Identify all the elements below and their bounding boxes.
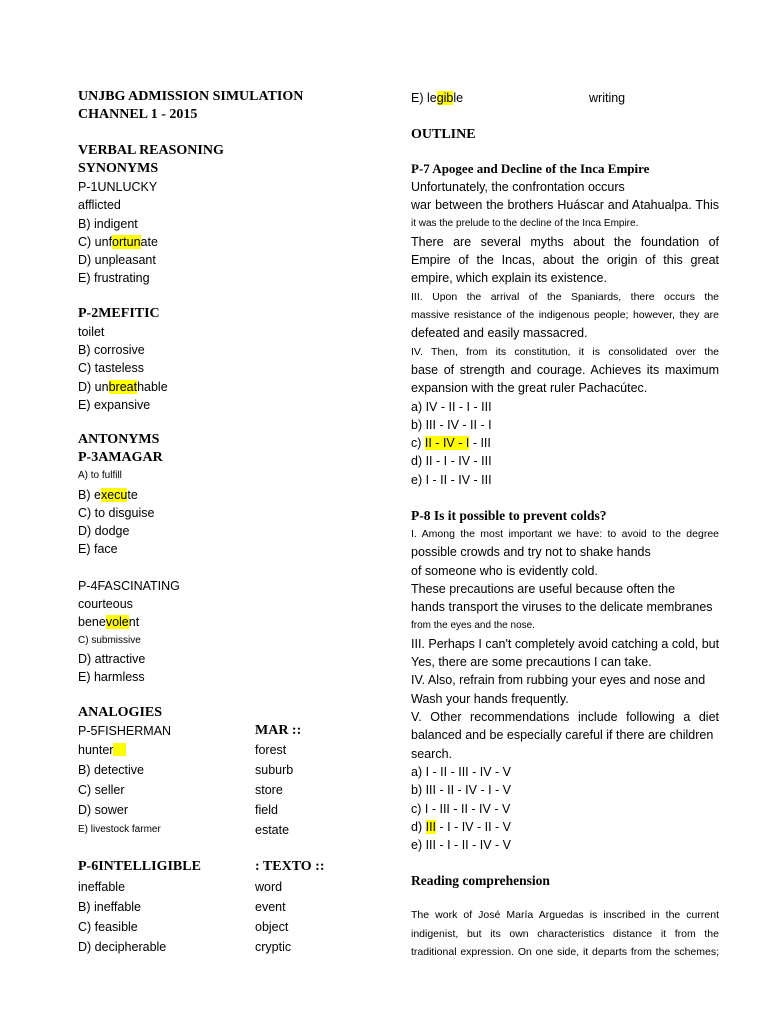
option-b: B) execute bbox=[78, 487, 138, 502]
passage-line: Wash your hands frequently. bbox=[411, 691, 569, 706]
highlight: vole bbox=[105, 615, 129, 630]
option-d: D) dodge bbox=[78, 524, 130, 539]
option-c-pair: store bbox=[255, 782, 283, 797]
passage-line: war between the brothers Huáscar and Atahualpa. This bbox=[411, 198, 719, 213]
option-c: C) unfortunate bbox=[78, 234, 158, 249]
option-b: b) III - IV - II - I bbox=[411, 417, 492, 432]
passage-line: indigenist, but its own characteristics distance it from the bbox=[411, 927, 719, 940]
question-p7-prompt: P-7 Apogee and Decline of the Inca Empire bbox=[411, 161, 650, 176]
option-e: E) frustrating bbox=[78, 271, 150, 286]
passage-line: hands transport the viruses to the delicate membranes bbox=[411, 600, 713, 615]
section-heading-verbal: VERBAL REASONING bbox=[78, 143, 224, 158]
highlight: III bbox=[425, 819, 437, 834]
passage-line: empire, which explain its existence. bbox=[411, 271, 607, 286]
option-d: d) II - I - IV - III bbox=[411, 454, 492, 469]
question-p4-prompt: P-4FASCINATING bbox=[78, 578, 180, 593]
option-e: E) livestock farmer bbox=[78, 823, 161, 835]
passage-line: IV. Then, from its constitution, it is consolidated over the bbox=[411, 345, 719, 358]
passage-line: III. Perhaps I can't completely avoid catching a cold, but bbox=[411, 636, 720, 651]
passage-line: expansion with the great ruler Pachacútec. bbox=[411, 381, 648, 396]
option-e-continued: E) legible writing bbox=[411, 89, 719, 108]
option-c-pair: object bbox=[255, 919, 289, 934]
option-c: C) submissive bbox=[78, 634, 141, 646]
option-b: benevolent bbox=[78, 615, 140, 630]
highlight: II - IV - I bbox=[424, 436, 470, 451]
option-e: e) I - II - IV - III bbox=[411, 472, 492, 487]
question-p1-prompt: P-1UNLUCKY bbox=[78, 180, 158, 194]
question-p6-pair: : TEXTO :: bbox=[255, 858, 325, 874]
passage-line: These precautions are useful because often the bbox=[411, 581, 676, 596]
option-c: C) tasteless bbox=[78, 361, 144, 376]
question-p8-prompt: P-8 Is it possible to prevent colds? bbox=[411, 508, 607, 524]
passage-line: I. Among the most important we have: to avoid to the degree bbox=[411, 528, 719, 541]
option-c: C) to disguise bbox=[78, 505, 155, 520]
passage-line: traditional expression. On one side, it departs from the schemes; bbox=[411, 945, 719, 958]
right-column bbox=[411, 89, 719, 961]
option-d: D) unbreathable bbox=[78, 379, 168, 394]
option-e-pair: writing bbox=[589, 91, 626, 105]
question-p3-prompt: P-3AMAGAR bbox=[78, 450, 163, 466]
option-b: B) indigent bbox=[78, 216, 138, 231]
passage-line: from the eyes and the nose. bbox=[411, 619, 535, 631]
passage-line: of someone who is evidently cold. bbox=[411, 563, 598, 578]
option-c: C) seller bbox=[78, 782, 125, 797]
option-a: ineffable bbox=[78, 879, 126, 894]
option-b: B) ineffable bbox=[78, 899, 142, 914]
passage-line: There are several myths about the foundation of bbox=[411, 234, 719, 249]
question-p5 bbox=[78, 722, 378, 841]
highlight: breat bbox=[108, 379, 138, 394]
question-p5-pair: MAR :: bbox=[255, 722, 302, 738]
option-d: D) unpleasant bbox=[78, 253, 156, 268]
option-a: afflicted bbox=[78, 198, 121, 213]
passage-line: it was the prelude to the decline of the Inca Empire. bbox=[411, 217, 639, 229]
option-e-pair: estate bbox=[255, 822, 290, 837]
option-a: courteous bbox=[78, 597, 133, 612]
option-e: e) III - I - II - IV - V bbox=[411, 838, 512, 853]
passage-line: massive resistance of the indigenous people; however, they are bbox=[411, 309, 719, 322]
question-p6 bbox=[78, 858, 378, 958]
option-e: E) expansive bbox=[78, 397, 151, 412]
highlight: xecu bbox=[100, 487, 128, 502]
passage-line: base of strength and courage. Achieves its maximum bbox=[411, 362, 719, 377]
passage-line: Empire of the Incas, about the origin of this great bbox=[411, 253, 719, 268]
option-a: A) to fulfill bbox=[78, 470, 122, 482]
passage-line: search. bbox=[411, 746, 452, 761]
passage-line: III. Upon the arrival of the Spaniards, there occurs the bbox=[411, 290, 719, 303]
passage-line: V. Other recommendations include following a diet bbox=[411, 710, 719, 725]
section-heading-outline: OUTLINE bbox=[411, 127, 476, 142]
option-d: D) sower bbox=[78, 802, 129, 817]
question-p1 bbox=[78, 178, 378, 288]
option-c: C) feasible bbox=[78, 919, 138, 934]
option-d-pair: field bbox=[255, 802, 278, 817]
option-d-pair: cryptic bbox=[255, 939, 292, 954]
highlight: ortun bbox=[112, 234, 141, 249]
question-p7 bbox=[411, 160, 719, 489]
passage-line: defeated and easily massacred. bbox=[411, 326, 588, 341]
section-heading-analogies: ANALOGIES bbox=[78, 704, 163, 720]
option-c: c) I - III - II - IV - V bbox=[411, 801, 511, 816]
question-p2-prompt: P-2MEFITIC bbox=[78, 305, 160, 321]
passage-line: The work of José María Arguedas is inscribed in the current bbox=[411, 909, 719, 922]
option-b-pair: event bbox=[255, 899, 286, 914]
question-p2 bbox=[78, 305, 378, 414]
left-column bbox=[78, 88, 378, 958]
option-d: d) III - I - IV - II - V bbox=[411, 819, 512, 834]
section-heading-synonyms: SYNONYMS bbox=[78, 161, 159, 176]
question-p5-prompt: P-5FISHERMAN bbox=[78, 723, 172, 738]
option-c: c) II - IV - I - III bbox=[411, 436, 491, 451]
question-p6-prompt: P-6INTELLIGIBLE bbox=[78, 858, 201, 874]
option-e: E) harmless bbox=[78, 670, 145, 685]
highlight bbox=[113, 743, 126, 756]
section-heading-antonyms: ANTONYMS bbox=[78, 432, 160, 448]
passage-line: Unfortunately, the confrontation occurs bbox=[411, 180, 625, 194]
passage-line: IV. Also, refrain from rubbing your eyes and nose and bbox=[411, 673, 706, 688]
option-d: D) attractive bbox=[78, 651, 146, 666]
option-d: D) decipherable bbox=[78, 939, 167, 954]
reading-passage bbox=[411, 906, 719, 961]
option-b-pair: suburb bbox=[255, 762, 294, 777]
option-a-pair: word bbox=[255, 879, 283, 894]
passage-line: balanced and be especially careful if there are children bbox=[411, 728, 714, 743]
passage-line: Yes, there are some precautions I can take. bbox=[411, 655, 652, 670]
exam-title-line1: UNJBG ADMISSION SIMULATION bbox=[78, 89, 304, 104]
passage-line: possible crowds and try not to shake hands bbox=[411, 545, 651, 560]
option-b: B) corrosive bbox=[78, 343, 145, 358]
option-a-pair: forest bbox=[255, 742, 287, 757]
option-a: a) I - II - III - IV - V bbox=[411, 764, 512, 779]
exam-title-line2: CHANNEL 1 - 2015 bbox=[78, 107, 198, 122]
question-p4 bbox=[78, 577, 378, 687]
question-p3 bbox=[78, 449, 378, 558]
option-e: E) face bbox=[78, 542, 118, 557]
section-heading-reading: Reading comprehension bbox=[411, 873, 550, 889]
highlight: gib bbox=[436, 91, 454, 105]
option-a: hunter bbox=[78, 741, 126, 759]
option-a: a) IV - II - I - III bbox=[411, 399, 492, 414]
option-b: B) detective bbox=[78, 762, 145, 777]
option-b: b) III - II - IV - I - V bbox=[411, 783, 512, 798]
option-a: toilet bbox=[78, 324, 105, 339]
question-p8 bbox=[411, 507, 719, 854]
